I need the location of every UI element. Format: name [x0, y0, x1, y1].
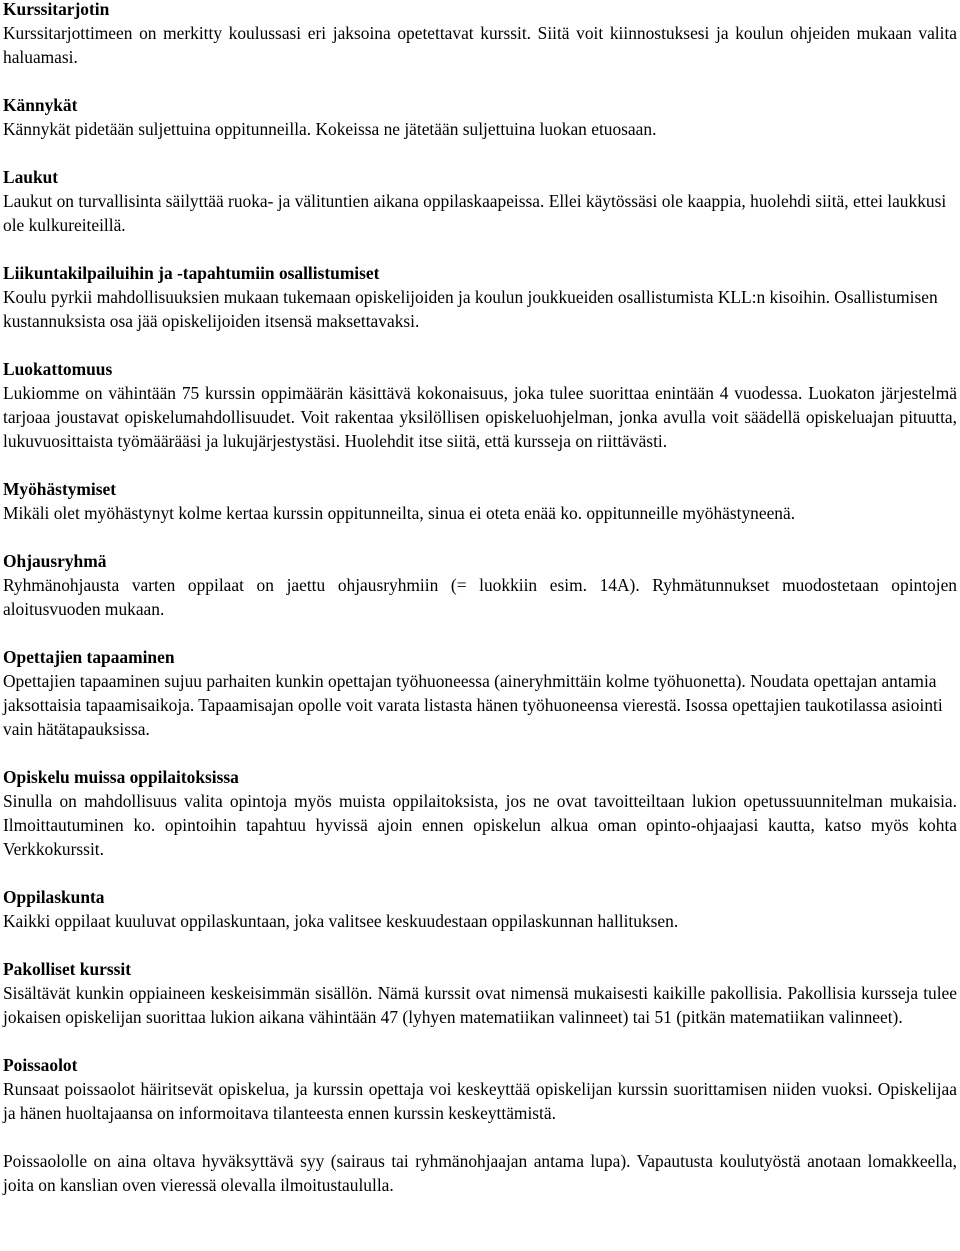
section-opiskelu-muissa	[3, 765, 957, 861]
section-paragraph: Laukut on turvallisinta säilyttää ruoka- ja välituntien aikana oppilaskaapeissa. Ellei käytössäsi ole kaappia, huolehdi siitä, ettei laukkusi ole kulkureiteillä.	[3, 191, 947, 235]
section-pakolliset-kurssit	[3, 957, 957, 1029]
section-paragraph: Mikäli olet myöhästynyt kolme kertaa kurssin oppitunneilta, sinua ei oteta enää ko. oppitunneille myöhästyneenä.	[3, 503, 796, 523]
section-heading: Luokattomuus	[3, 359, 113, 379]
section-paragraph: Kurssitarjottimeen on merkitty koulussasi eri jaksoina opetettavat kurssit. Siitä voit kiinnostuksesi ja koulun ohjeiden mukaan valita haluamasi.	[3, 23, 957, 67]
section-heading: Opiskelu muissa oppilaitoksissa	[3, 767, 239, 787]
section-heading: Myöhästymiset	[3, 479, 117, 499]
section-heading: Kännykät	[3, 95, 78, 115]
section-myohastymiset	[3, 477, 957, 525]
section-poissaolot-continued	[3, 1149, 957, 1197]
section-paragraph: Sisältävät kunkin oppiaineen keskeisimmän sisällön. Nämä kurssit ovat nimensä mukaisesti kaikille pakollisia. Pakollisia kursseja tulee jokaisen opiskelijan suorittaa lukion aikana vähintään 47 (lyhyen matematiikan valinneet) tai 51 (pitkän matematiikan valinneet).	[3, 983, 957, 1027]
section-poissaolot	[3, 1053, 957, 1125]
section-laukut	[3, 165, 957, 237]
section-paragraph: Koulu pyrkii mahdollisuuksien mukaan tukemaan opiskelijoiden ja koulun joukkueiden osallistumista KLL:n kisoihin. Osallistumisen kustannuksista osa jää opiskelijoiden itsensä maksettavaksi.	[3, 287, 938, 331]
section-luokattomuus	[3, 357, 957, 453]
section-paragraph: Runsaat poissaolot häiritsevät opiskelua, ja kurssin opettaja voi keskeyttää opiskelijan kurssin suorittamisen niiden vuoksi. Opiskelijaa ja hänen huoltajaansa on informoitava tilanteesta ennen kurssin keskeyttämistä.	[3, 1079, 957, 1123]
section-paragraph: Kännykät pidetään suljettuina oppitunneilla. Kokeissa ne jätetään suljettuina luokan etuosaan.	[3, 119, 657, 139]
section-kurssitarjotin	[3, 0, 957, 69]
section-heading: Kurssitarjotin	[3, 0, 110, 19]
section-heading: Laukut	[3, 167, 59, 187]
section-paragraph: Ryhmänohjausta varten oppilaat on jaettu ohjausryhmiin (= luokkiin esim. 14A). Ryhmätunnukset muodostetaan opintojen aloitusvuoden mukaan.	[3, 575, 957, 619]
section-kannykat	[3, 93, 957, 141]
section-heading: Oppilaskunta	[3, 887, 105, 907]
section-paragraph: Kaikki oppilaat kuuluvat oppilaskuntaan, joka valitsee keskuudestaan oppilaskunnan hallituksen.	[3, 911, 679, 931]
section-heading: Ohjausryhmä	[3, 551, 107, 571]
section-liikuntakilpailut	[3, 261, 957, 333]
section-paragraph: Sinulla on mahdollisuus valita opintoja myös muista oppilaitoksista, jos ne ovat tavoitteiltaan lukion opetussuunnitelman mukaisia. Ilmoittautuminen ko. opintoihin tapahtuu hyvissä ajoin ennen opiskelun alkua oman opinto-ohjaajasi kautta, katso myös kohta Verkkokurssit.	[3, 791, 957, 859]
section-ohjausryhma	[3, 549, 957, 621]
section-opettajien-tapaaminen	[3, 645, 957, 741]
section-oppilaskunta	[3, 885, 957, 933]
section-heading: Poissaolot	[3, 1055, 78, 1075]
section-paragraph: Lukiomme on vähintään 75 kurssin oppimäärän käsittävä kokonaisuus, joka tulee suorittaa enintään 4 vuodessa. Luokaton järjestelmä tarjoaa joustavat opiskelumahdollisuudet. Voit rakentaa yksilöllisen opiskeluohjelman, jonka avulla voit säädellä opiskeluajan pituutta, lukuvuosittaista työmäärääsi ja lukujärjestystäsi. Huolehdit itse siitä, että kursseja on riittävästi.	[3, 383, 957, 451]
section-heading: Pakolliset kurssit	[3, 959, 132, 979]
section-heading: Liikuntakilpailuihin ja -tapahtumiin osallistumiset	[3, 263, 380, 283]
section-heading: Opettajien tapaaminen	[3, 647, 175, 667]
section-paragraph: Poissaololle on aina oltava hyväksyttävä syy (sairaus tai ryhmänohjaajan antama lupa). Vapautusta koulutyöstä anotaan lomakkeella, joita on kanslian oven vieressä olevalla ilmoitustaululla.	[3, 1151, 957, 1195]
section-paragraph: Opettajien tapaaminen sujuu parhaiten kunkin opettajan työhuoneessa (aineryhmittäin kolme työhuonetta). Noudata opettajan antamia jaksottaisia tapaamisaikoja. Tapaamisajan opolle voit varata listasta hänen työhuoneensa vierestä. Isossa opettajien taukotilassa asiointi vain hätätapauksissa.	[3, 671, 943, 739]
